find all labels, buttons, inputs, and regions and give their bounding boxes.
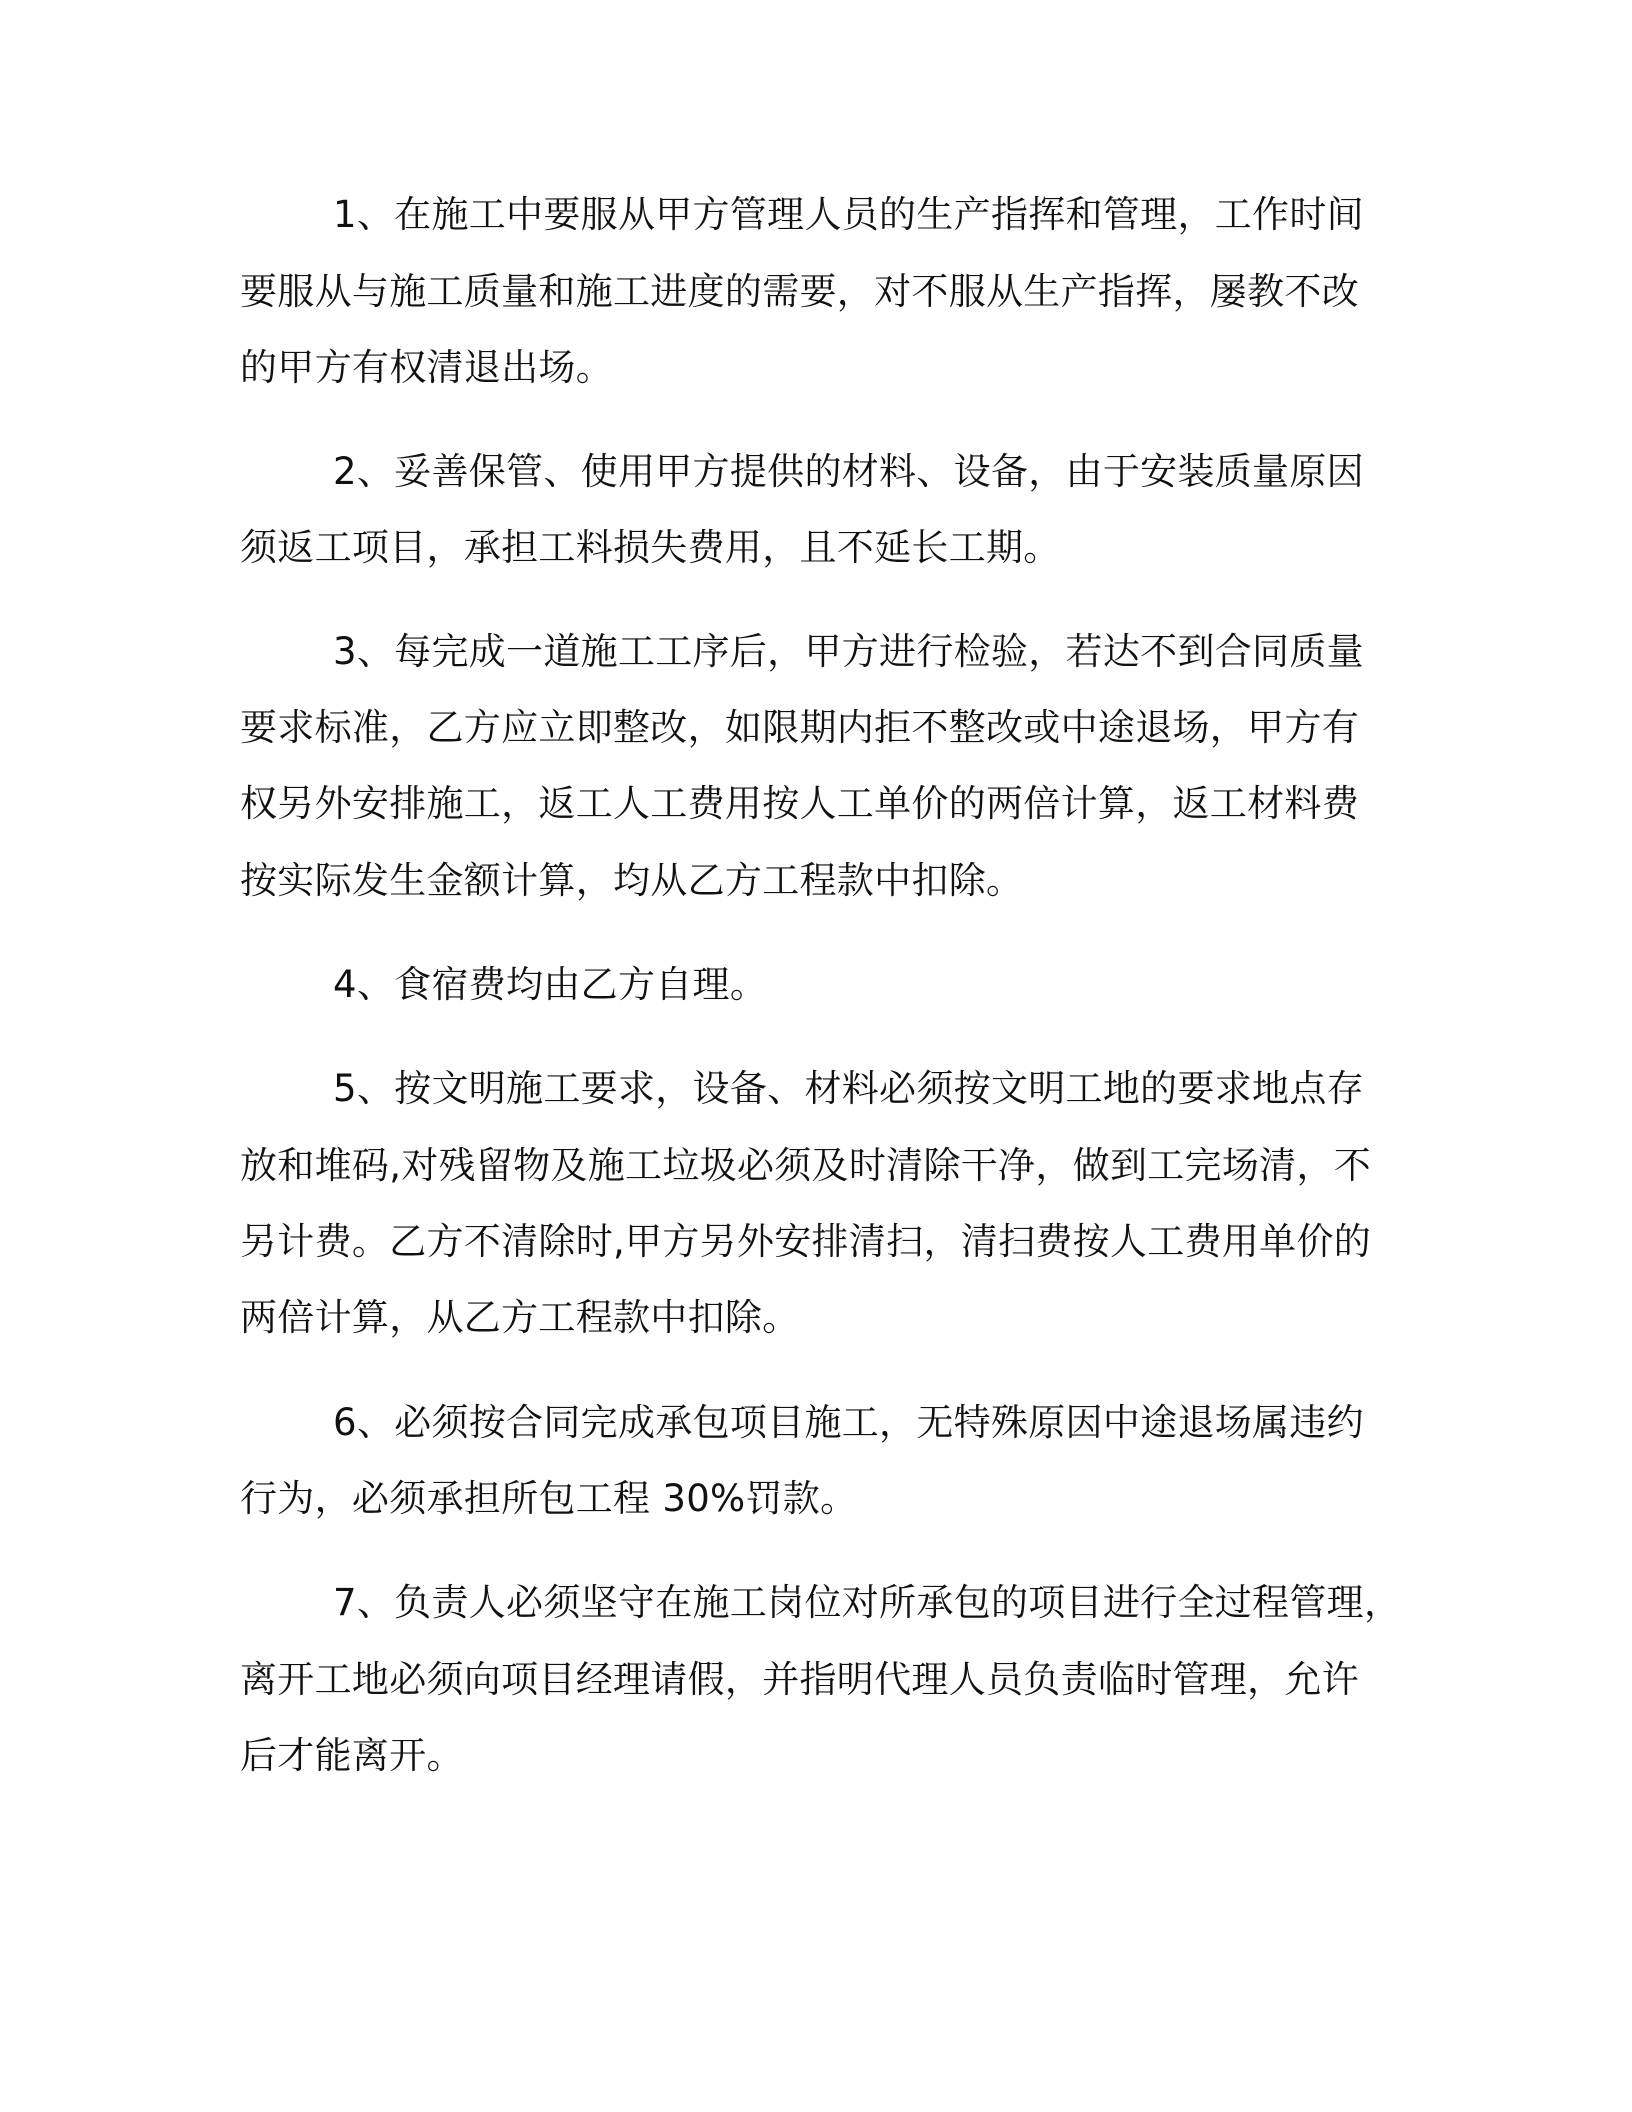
clause-3-line-4: 按实际发生金额计算，均从乙方工程款中扣除。 [240,859,1024,902]
clause-1-line-1: 1、在施工中要服从甲方管理人员的生产指挥和管理，工作时间 [333,193,1364,236]
clause-1-line-2: 要服从与施工质量和施工进度的需要，对不服从生产指挥，屡教不改 [240,270,1359,313]
clause-6-line-1: 6、必须按合同完成承包项目施工，无特殊原因中途退场属违约 [333,1401,1364,1444]
clause-5-line-1: 5、按文明施工要求，设备、材料必须按文明工地的要求地点存 [333,1067,1364,1110]
clause-3-line-2: 要求标准，乙方应立即整改，如限期内拒不整改或中途退场，甲方有 [240,706,1359,749]
clause-5-line-4: 两倍计算，从乙方工程款中扣除。 [240,1296,800,1339]
clause-7-line-2: 离开工地必须向项目经理请假，并指明代理人员负责临时管理，允许 [240,1658,1359,1701]
clause-5-line-3: 另计费。乙方不清除时,甲方另外安排清扫，清扫费按人工费用单价的 [240,1220,1372,1263]
clause-3-line-3: 权另外安排施工，返工人工费用按人工单价的两倍计算，返工材料费 [240,782,1359,825]
clause-5-line-2: 放和堆码,对残留物及施工垃圾必须及时清除干净，做到工完场清，不 [240,1144,1372,1187]
clause-4-line-1: 4、食宿费均由乙方自理。 [333,963,768,1006]
clause-7-line-3: 后才能离开。 [240,1734,464,1777]
clause-3-line-1: 3、每完成一道施工工序后，甲方进行检验，若达不到合同质量 [333,630,1364,673]
clause-1-line-3: 的甲方有权清退出场。 [240,346,613,389]
clause-2-line-2: 须返工项目，承担工料损失费用，且不延长工期。 [240,526,1061,569]
clause-7-line-1: 7、负责人必须坚守在施工岗位对所承包的项目进行全过程管理， [333,1581,1402,1624]
clause-6-line-2: 行为，必须承担所包工程 30%罚款。 [240,1477,858,1520]
clause-2-line-1: 2、妥善保管、使用甲方提供的材料、设备，由于安装质量原因 [333,450,1364,493]
